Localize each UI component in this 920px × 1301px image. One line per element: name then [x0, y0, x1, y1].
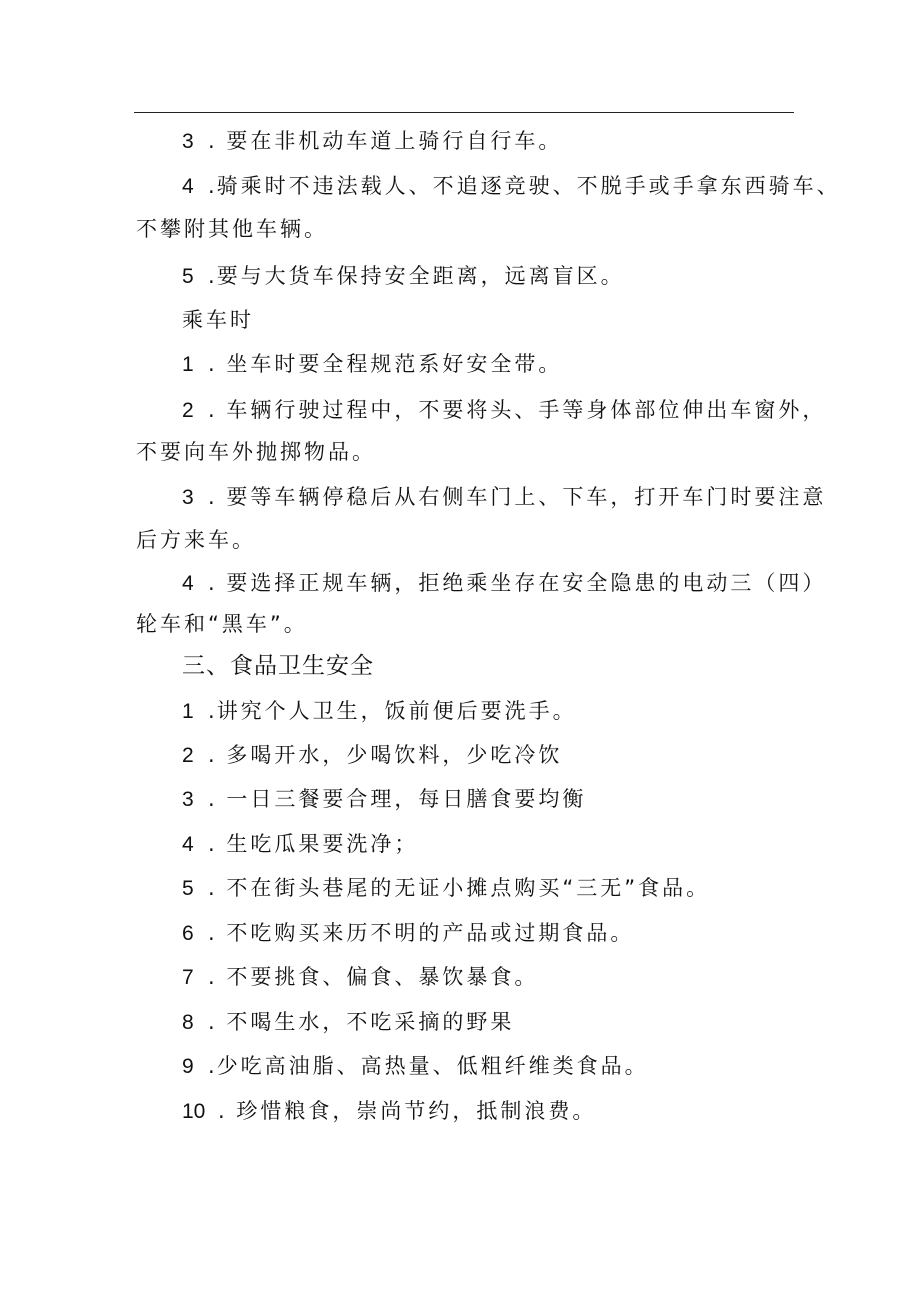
item-number: 10	[182, 1100, 206, 1123]
item-text: 生吃瓜果要洗净；	[226, 832, 419, 856]
ride-item-4	[182, 569, 826, 598]
item-separator: .	[208, 398, 217, 422]
item-number: 2	[182, 399, 194, 422]
item-separator: .	[208, 1054, 217, 1078]
item-number: 3	[182, 788, 194, 811]
item-text: 不在街头巷尾的无证小摊点购买“三无”食品。	[226, 876, 711, 900]
item-number: 9	[182, 1055, 194, 1078]
item-separator: .	[208, 832, 217, 856]
item-number: 3	[182, 130, 194, 153]
item-separator: .	[218, 1099, 227, 1123]
food-item-6	[182, 919, 634, 948]
food-item-10	[182, 1097, 596, 1126]
ride-item-1	[182, 350, 562, 379]
item-text: 不吃购买来历不明的产品或过期食品。	[226, 921, 635, 945]
item-text: 要选择正规车辆，拒绝乘坐存在安全隐患的电动三（四）	[226, 571, 827, 595]
item-separator: .	[208, 743, 217, 767]
item-separator: .	[208, 787, 217, 811]
item-separator: .	[208, 571, 217, 595]
item-text: 不喝生水，不吃采摘的野果	[226, 1010, 515, 1034]
item-text: 少吃高油脂、高热量、低粗纤维类食品。	[216, 1054, 649, 1078]
food-item-5	[182, 874, 710, 903]
food-item-7	[182, 963, 538, 992]
item-number: 4	[182, 572, 194, 595]
ride-subtitle: 乘车时	[182, 308, 254, 332]
riding-item-3	[182, 127, 562, 156]
ride-item-3	[182, 483, 826, 512]
item-text: 要在非机动车道上骑行自行车。	[226, 129, 563, 153]
riding-item-4	[182, 172, 841, 201]
ride-item-4-continuation: 轮车和“黑车”。	[136, 612, 308, 636]
item-separator: .	[208, 876, 217, 900]
item-number: 4	[182, 175, 194, 198]
item-text: 不要挑食、偏食、暴饮暴食。	[226, 965, 539, 989]
item-number: 4	[182, 833, 194, 856]
ride-item-2-continuation: 不要向车外抛掷物品。	[136, 440, 376, 464]
item-number: 6	[182, 922, 194, 945]
item-separator: .	[208, 264, 217, 288]
item-text: 车辆行驶过程中，不要将头、手等身体部位伸出车窗外，	[226, 398, 827, 422]
food-item-9	[182, 1052, 649, 1081]
food-item-1	[182, 697, 577, 726]
item-number: 1	[182, 353, 194, 376]
item-text: 珍惜粮食，崇尚节约，抵制浪费。	[236, 1099, 597, 1123]
item-number: 1	[182, 700, 194, 723]
food-item-2	[182, 741, 562, 770]
item-number: 5	[182, 877, 194, 900]
item-text: 要等车辆停稳后从右侧车门上、下车，打开车门时要注意	[226, 485, 827, 509]
item-number: 2	[182, 744, 194, 767]
item-separator: .	[208, 174, 217, 198]
ride-item-2	[182, 396, 826, 425]
item-text: 讲究个人卫生，饭前便后要洗手。	[216, 699, 577, 723]
item-separator: .	[208, 1010, 217, 1034]
header-rule	[134, 112, 794, 113]
food-item-3	[182, 785, 586, 814]
riding-item-5	[182, 262, 625, 291]
item-number: 7	[182, 966, 194, 989]
item-number: 8	[182, 1011, 194, 1034]
item-text: 多喝开水，少喝饮料，少吃冷饮	[226, 743, 563, 767]
food-section-heading: 三、食品卫生安全	[182, 653, 374, 679]
item-separator: .	[208, 921, 217, 945]
riding-item-4-continuation: 不攀附其他车辆。	[136, 217, 328, 241]
ride-item-3-continuation: 后方来车。	[136, 528, 256, 552]
item-separator: .	[208, 699, 217, 723]
item-separator: .	[208, 129, 217, 153]
item-text: 骑乘时不违法载人、不追逐竞驶、不脱手或手拿东西骑车、	[216, 174, 841, 198]
food-item-4	[182, 830, 418, 859]
item-separator: .	[208, 965, 217, 989]
item-text: 坐车时要全程规范系好安全带。	[226, 352, 563, 376]
item-separator: .	[208, 352, 217, 376]
food-item-8	[182, 1008, 514, 1037]
item-separator: .	[208, 485, 217, 509]
item-number: 3	[182, 486, 194, 509]
item-text: 一日三餐要合理，每日膳食要均衡	[226, 787, 587, 811]
item-number: 5	[182, 265, 194, 288]
item-text: 要与大货车保持安全距离，远离盲区。	[216, 264, 625, 288]
